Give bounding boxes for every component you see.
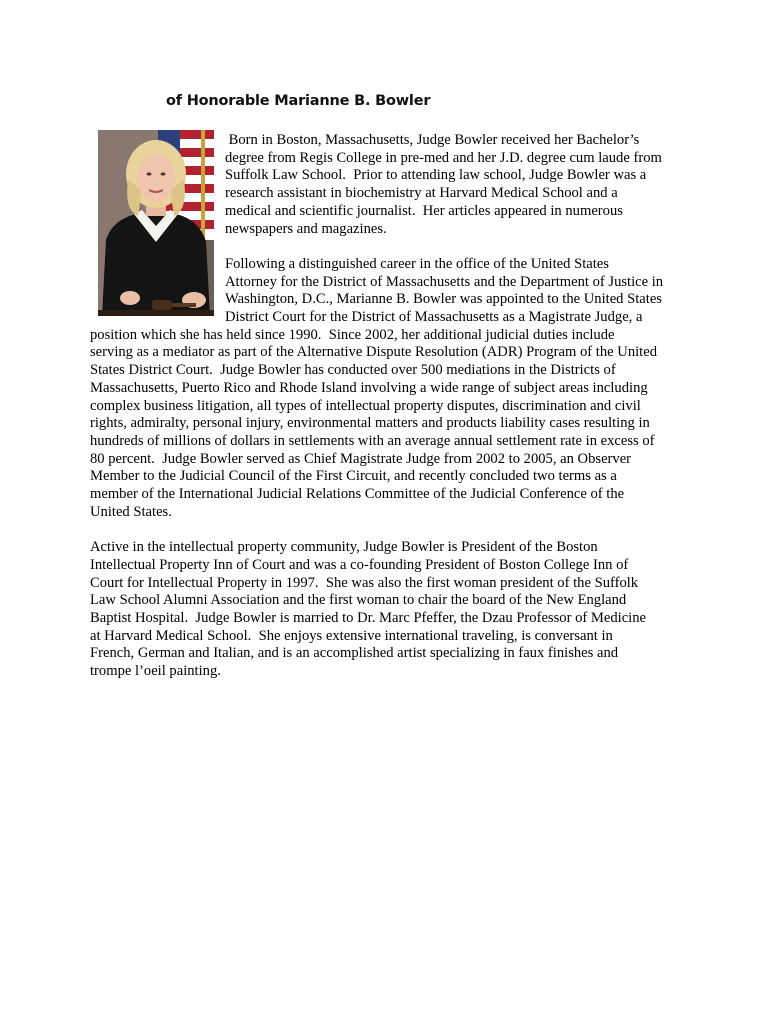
text-line: Washington, D.C., Marianne B. Bowler was appointed to the United States (225, 291, 662, 308)
text-line: rights, admiralty, personal injury, environmental matters and products liability cases resulting in (90, 415, 650, 432)
paragraph-2 (90, 256, 678, 522)
text-line: Born in Boston, Massachusetts, Judge Bowler received her Bachelor’s (225, 132, 640, 148)
text-line: Baptist Hospital. Judge Bowler is married to Dr. Marc Pfeffer, the Dzau Professor of Medicine (90, 609, 647, 626)
text-line: Intellectual Property Inn of Court and was a co-founding President of Boston College Inn of (90, 556, 629, 573)
text-line: Following a distinguished career in the office of the United States (225, 255, 609, 272)
text-line: degree from Regis College in pre-med and her J.D. degree cum laude from (225, 149, 662, 166)
text-line: Suffolk Law School. Prior to attending law school, Judge Bowler was a (225, 167, 647, 184)
text-line: District Court for the District of Massachusetts as a Magistrate Judge, a (225, 309, 643, 326)
text-line: member of the International Judicial Relations Committee of the Judicial Conference of the (90, 486, 625, 503)
text-line: Active in the intellectual property community, Judge Bowler is President of the Boston (90, 539, 598, 556)
text-line: research assistant in biochemistry at Harvard Medical School and a (225, 185, 618, 202)
text-line: trompe l’oeil painting. (90, 663, 221, 680)
text-line: Massachusetts, Puerto Rico and Rhode Island involving a wide range of subject areas including (90, 379, 648, 396)
text-line: at Harvard Medical School. She enjoys extensive international traveling, is conversant in (90, 627, 613, 644)
text-line: serving as a mediator as part of the Alternative Dispute Resolution (ADR) Program of the United (90, 344, 657, 361)
text-line: States District Court. Judge Bowler has conducted over 500 mediations in the Districts of (90, 362, 616, 379)
text-line: newspapers and magazines. (225, 220, 387, 237)
page-title: of Honorable Marianne B. Bowler (166, 93, 431, 109)
biography-text (90, 132, 678, 681)
text-line: position which she has held since 1990. Since 2002, her additional judicial duties include (90, 326, 615, 343)
text-line: French, German and Italian, and is an accomplished artist specializing in faux finishes and (90, 645, 619, 662)
text-line: hundreds of millions of dollars in settlements with an average annual settlement rate in excess of (90, 432, 655, 449)
text-line: complex business litigation, all types of intellectual property disputes, discrimination and civil (90, 397, 641, 414)
text-line: Attorney for the District of Massachusetts and the Department of Justice in (225, 273, 664, 290)
text-line: United States. (90, 503, 172, 520)
text-line: 80 percent. Judge Bowler served as Chief Magistrate Judge from 2002 to 2005, an Observer (90, 450, 632, 467)
paragraph-3 (90, 539, 678, 681)
paragraph-1 (90, 132, 678, 238)
text-line: Member to the Judicial Council of the First Circuit, and recently concluded two terms as a (90, 468, 617, 485)
text-line: Law School Alumni Association and the first woman to chair the board of the New England (90, 592, 627, 609)
text-line: Court for Intellectual Property in 1997. She was also the first woman president of the Suffolk (90, 574, 639, 591)
text-line: medical and scientific journalist. Her articles appeared in numerous (225, 202, 623, 219)
